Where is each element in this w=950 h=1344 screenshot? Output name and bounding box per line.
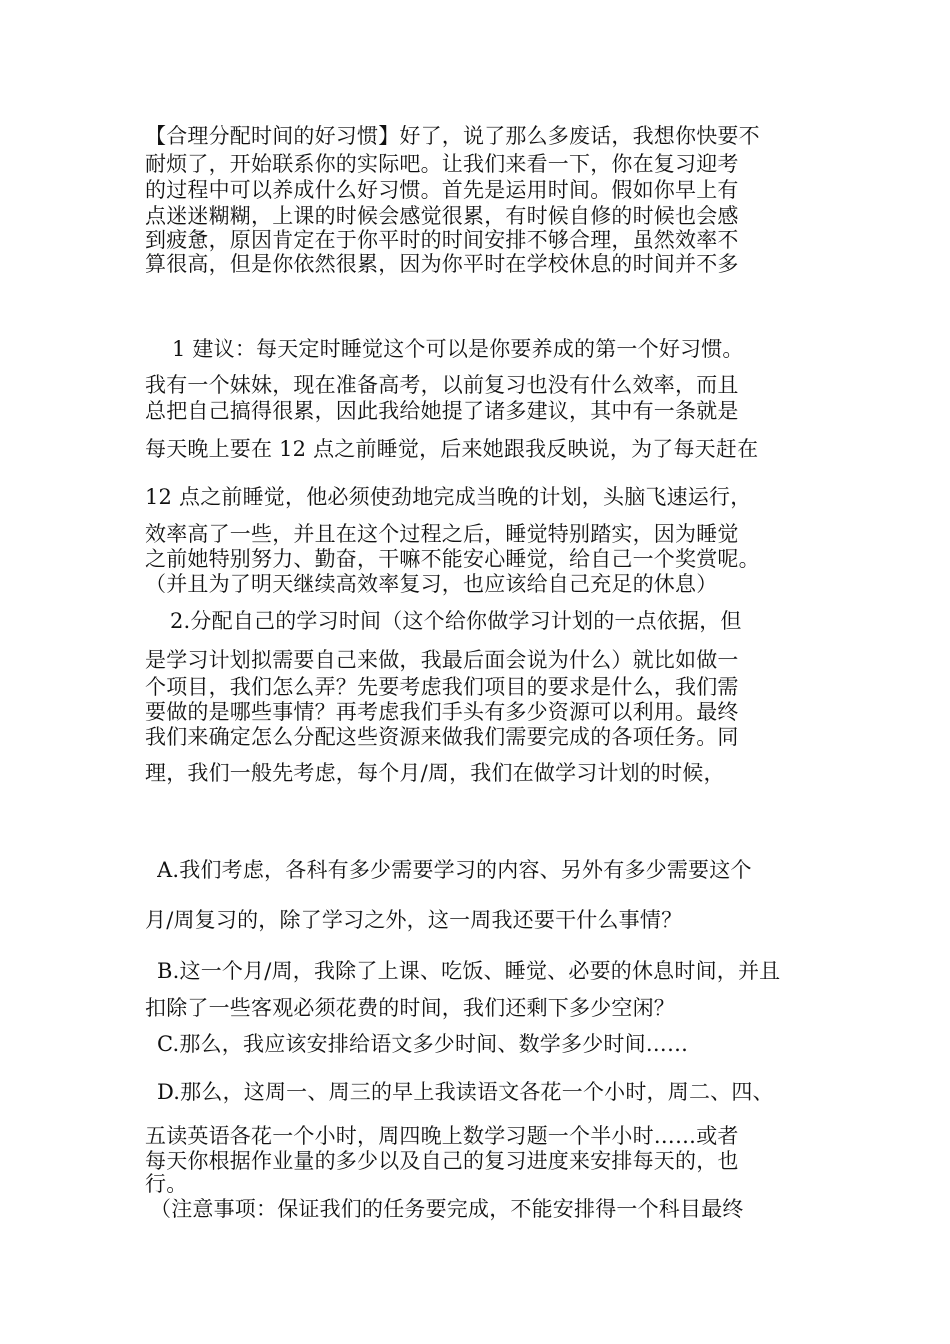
paragraph-line: 耐烦了，开始联系你的实际吧。让我们来看一下，你在复习迎考	[145, 152, 739, 176]
list-item: 扣除了一些客观必须花费的时间，我们还剩下多少空闲？	[145, 996, 675, 1020]
paragraph-line: 2.分配自己的学习时间（这个给你做学习计划的一点依据，但	[170, 609, 742, 633]
list-item: 行。	[145, 1172, 188, 1196]
paragraph-line: 我们来确定怎么分配这些资源来做我们需要完成的各项任务。同	[145, 725, 739, 749]
paragraph-line: 【合理分配时间的好习惯】好了，说了那么多废话，我想你快要不	[145, 124, 760, 148]
paragraph-line: 算很高，但是你依然很累，因为你平时在学校休息的时间并不多	[145, 252, 739, 276]
list-item: 月/周复习的，除了学习之外，这一周我还要干什么事情？	[145, 908, 683, 932]
paragraph-line: 效率高了一些，并且在这个过程之后，睡觉特别踏实，因为睡觉	[145, 522, 739, 546]
list-item: C.那么，我应该安排给语文多少时间、数学多少时间……	[157, 1032, 689, 1056]
paragraph-line: 要做的是哪些事情？再考虑我们手头有多少资源可以利用。最终	[145, 700, 739, 724]
paragraph-line: 是学习计划拟需要自己来做，我最后面会说为什么）就比如做一	[145, 648, 739, 672]
paragraph-line: 之前她特别努力、勤奋，干嘛不能安心睡觉，给自己一个奖赏呢。	[145, 547, 760, 571]
paragraph-line: 的过程中可以养成什么好习惯。首先是运用时间。假如你早上有	[145, 178, 739, 202]
paragraph-line: （并且为了明天继续高效率复习，也应该给自己充足的休息）	[145, 572, 718, 596]
list-item: 每天你根据作业量的多少以及自己的复习进度来安排每天的，也	[145, 1149, 739, 1173]
paragraph-line: 1 建议：每天定时睡觉这个可以是你要养成的第一个好习惯。	[172, 337, 744, 361]
paragraph-line: 点迷迷糊糊，上课的时候会感觉很累，有时候自修的时候也会感	[145, 204, 739, 228]
paragraph-line: 到疲惫，原因肯定在于你平时的时间安排不够合理，虽然效率不	[145, 228, 739, 252]
list-item: B.这一个月/周，我除了上课、吃饭、睡觉、必要的休息时间，并且	[157, 959, 781, 983]
list-item: 五读英语各花一个小时，周四晚上数学习题一个半小时……或者	[145, 1124, 739, 1148]
paragraph-line: 12 点之前睡觉，他必须使劲地完成当晚的计划，头脑飞速运行，	[145, 485, 752, 509]
paragraph-line: 个项目，我们怎么弄？先要考虑我们项目的要求是什么，我们需	[145, 675, 739, 699]
paragraph-line: 我有一个妹妹，现在准备高考，以前复习也没有什么效率，而且	[145, 373, 739, 397]
paragraph-line: 每天晚上要在 12 点之前睡觉，后来她跟我反映说，为了每天赶在	[145, 437, 759, 461]
list-item: A.我们考虑，各科有多少需要学习的内容、另外有多少需要这个	[157, 858, 752, 882]
paragraph-line: 总把自己搞得很累，因此我给她提了诸多建议，其中有一条就是	[145, 399, 739, 423]
paragraph-line: 理，我们一般先考虑，每个月/周，我们在做学习计划的时候，	[145, 761, 725, 785]
list-item: D.那么，这周一、周三的早上我读语文各花一个小时，周二、四、	[157, 1080, 774, 1104]
paragraph-line: （注意事项：保证我们的任务要完成，不能安排得一个科目最终	[150, 1197, 744, 1221]
